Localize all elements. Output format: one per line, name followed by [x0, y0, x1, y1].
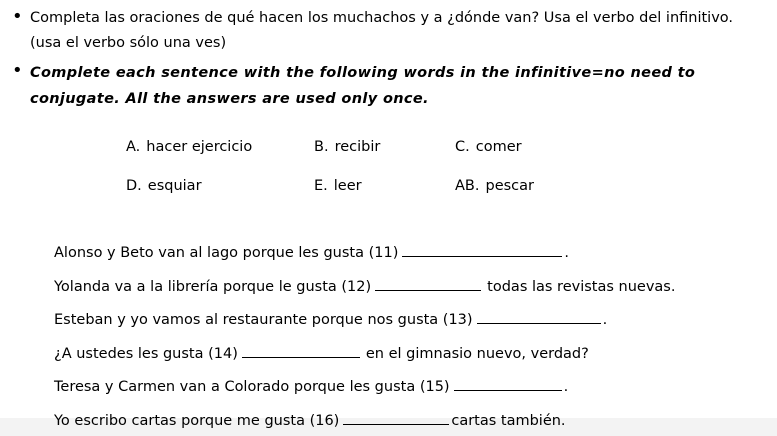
- sentence-16: [54, 408, 754, 436]
- sentence-14-end: en el gimnasio nuevo, verdad?: [365, 345, 589, 362]
- sentence-15-text: Teresa y Carmen van a Colorado porque les gusta (15): [54, 379, 450, 395]
- answer-blank-14[interactable]: [242, 341, 360, 358]
- bullet-icon: •: [12, 60, 23, 81]
- option-ab: [455, 175, 534, 197]
- sentence-14: [54, 341, 754, 375]
- sentence-13-end: .: [602, 312, 608, 328]
- answer-blank-15[interactable]: [454, 374, 562, 391]
- option-b-letter: B.: [314, 139, 329, 155]
- option-c-letter: C.: [455, 139, 470, 155]
- option-e-letter: E.: [314, 178, 328, 194]
- option-a-text: hacer ejercicio: [146, 139, 253, 155]
- sentence-16-text: Yo escribo cartas porque me gusta (16): [54, 412, 340, 429]
- option-ab-letter: AB.: [455, 178, 480, 194]
- answer-blank-12[interactable]: [375, 274, 481, 291]
- instruction-english: [12, 60, 762, 112]
- sentence-13: [54, 307, 754, 341]
- option-b-text: recibir: [334, 139, 381, 155]
- sentence-11-text: Alonso y Beto van al lago porque les gusta (11): [54, 245, 399, 261]
- option-e: [314, 175, 362, 197]
- option-d: [126, 175, 202, 197]
- option-c-text: comer: [475, 139, 522, 155]
- option-ab-text: pescar: [485, 178, 534, 194]
- bullet-icon: •: [12, 6, 23, 27]
- answer-blank-16[interactable]: [343, 408, 449, 425]
- instruction-english-text: Complete each sentence with the following words in the infinitive=no need to conjugate. All the answers are used only once.: [30, 65, 696, 107]
- option-c: [455, 136, 522, 158]
- sentence-15-end: .: [563, 379, 569, 395]
- option-d-text: esquiar: [147, 178, 202, 194]
- option-d-letter: D.: [126, 178, 142, 194]
- answer-blank-11[interactable]: [402, 240, 562, 257]
- sentence-12-text: Yolanda va a la librería porque le gusta (12): [54, 278, 372, 295]
- option-e-text: leer: [333, 178, 362, 194]
- instruction-spanish: [12, 6, 762, 56]
- option-a: [126, 136, 252, 158]
- option-a-letter: A.: [126, 139, 141, 155]
- sentence-14-text: ¿A ustedes les gusta (14): [54, 345, 238, 362]
- sentence-12-end: todas las revistas nuevas.: [487, 278, 676, 295]
- sentence-15: [54, 374, 754, 408]
- answer-blank-13[interactable]: [477, 307, 601, 324]
- option-b: [314, 136, 380, 158]
- instructions: [12, 6, 762, 116]
- sentence-13-text: Esteban y yo vamos al restaurante porque nos gusta (13): [54, 312, 473, 328]
- sentence-12: [54, 274, 754, 308]
- instruction-spanish-text: Completa las oraciones de qué hacen los muchachos y a ¿dónde van? Usa el verbo del infinitivo. (usa el verbo sólo una ves): [30, 10, 734, 51]
- sentence-16-end: cartas también.: [451, 412, 566, 429]
- word-bank: [126, 136, 596, 206]
- sentence-11-end: .: [564, 245, 569, 261]
- sentence-11: [54, 240, 754, 274]
- sentence-list: [54, 240, 754, 436]
